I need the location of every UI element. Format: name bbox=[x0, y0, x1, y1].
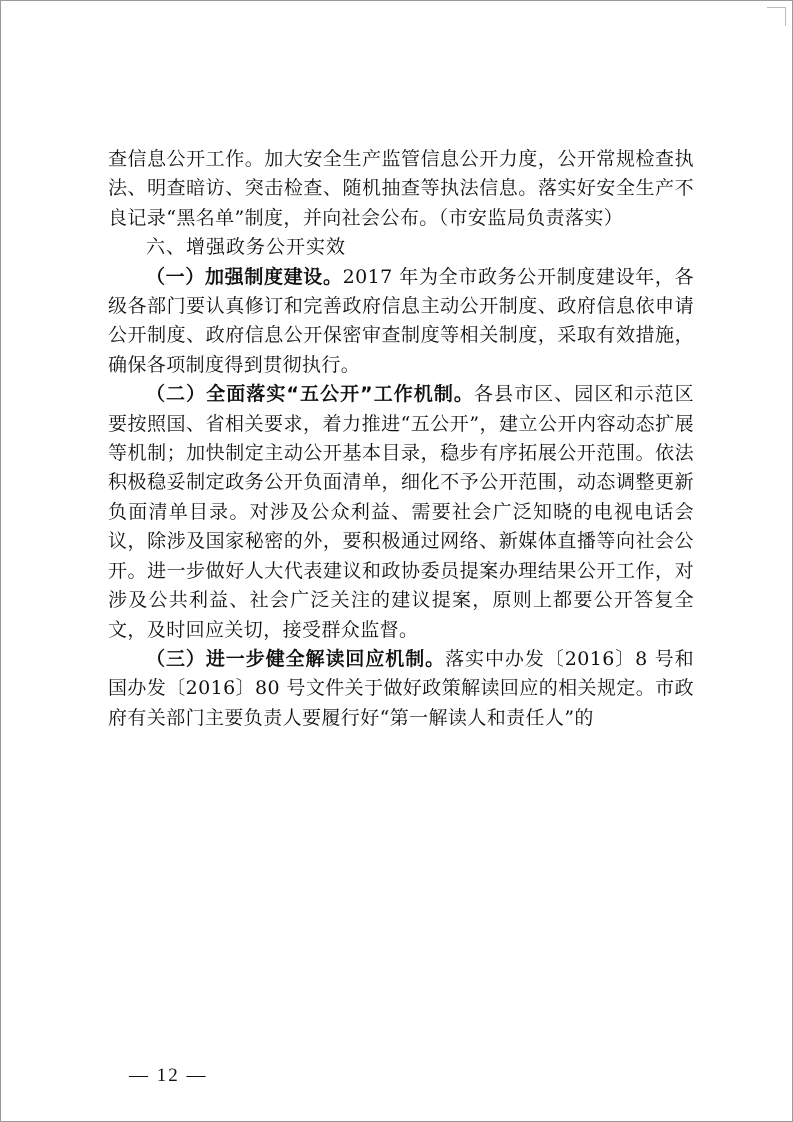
paragraph-3 bbox=[108, 645, 694, 733]
paragraph-1-body: 2017 年为全市政务公开制度建设年，各级各部门要认真修订和完善政府信息主动公开制度、政府信息依申请公开制度、政府信息公开保密审查制度等相关制度，采取有效措施，确保各项制度得到贯彻执行。 bbox=[108, 265, 694, 376]
continuation-paragraph: 查信息公开工作。加大安全生产监管信息公开力度，公开常规检查执法、明查暗访、突击检查、随机抽查等执法信息。落实好安全生产不良记录“黑名单”制度，并向社会公布。（市安监局负责落实） bbox=[108, 148, 694, 229]
paragraph-1-lead: （一）加强制度建设。 bbox=[146, 265, 343, 288]
paragraph-2 bbox=[108, 380, 694, 645]
section-heading: 六、增强政务公开实效 bbox=[146, 236, 347, 259]
paragraph-3-body: 落实中办发〔2016〕8 号和国办发〔2016〕80 号文件关于做好政策解读回应的相关规定。市政府有关部门主要负责人要履行好“第一解读人和责任人”的 bbox=[108, 647, 694, 729]
document-body bbox=[108, 145, 694, 733]
paragraph-1 bbox=[108, 263, 694, 381]
paragraph-2-lead: （二）全面落实“五公开”工作机制。 bbox=[146, 383, 474, 406]
page-number: — 12 — bbox=[129, 1065, 208, 1086]
paragraph-2-body: 各县市区、园区和示范区要按照国、省相关要求，着力推进“五公开”，建立公开内容动态扩展等机制；加快制定主动公开基本目录，稳步有序拓展公开范围。依法积极稳妥制定政务公开负面清单，细化不予公开范围，动态调整更新负面清单目录。对涉及公众利益、需要社会广泛知晓的电视电话会议，除涉及国家秘密的外，要积极通过网络、新媒体直播等向社会公开。进一步做好人大代表建议和政协委员提案办理结果公开工作，对涉及公共利益、社会广泛关注的建议提案，原则上都要公开答复全文，及时回应关切，接受群众监督。 bbox=[108, 383, 694, 641]
page-corner-mark bbox=[767, 7, 786, 26]
paragraph-3-lead: （三）进一步健全解读回应机制。 bbox=[146, 647, 446, 670]
